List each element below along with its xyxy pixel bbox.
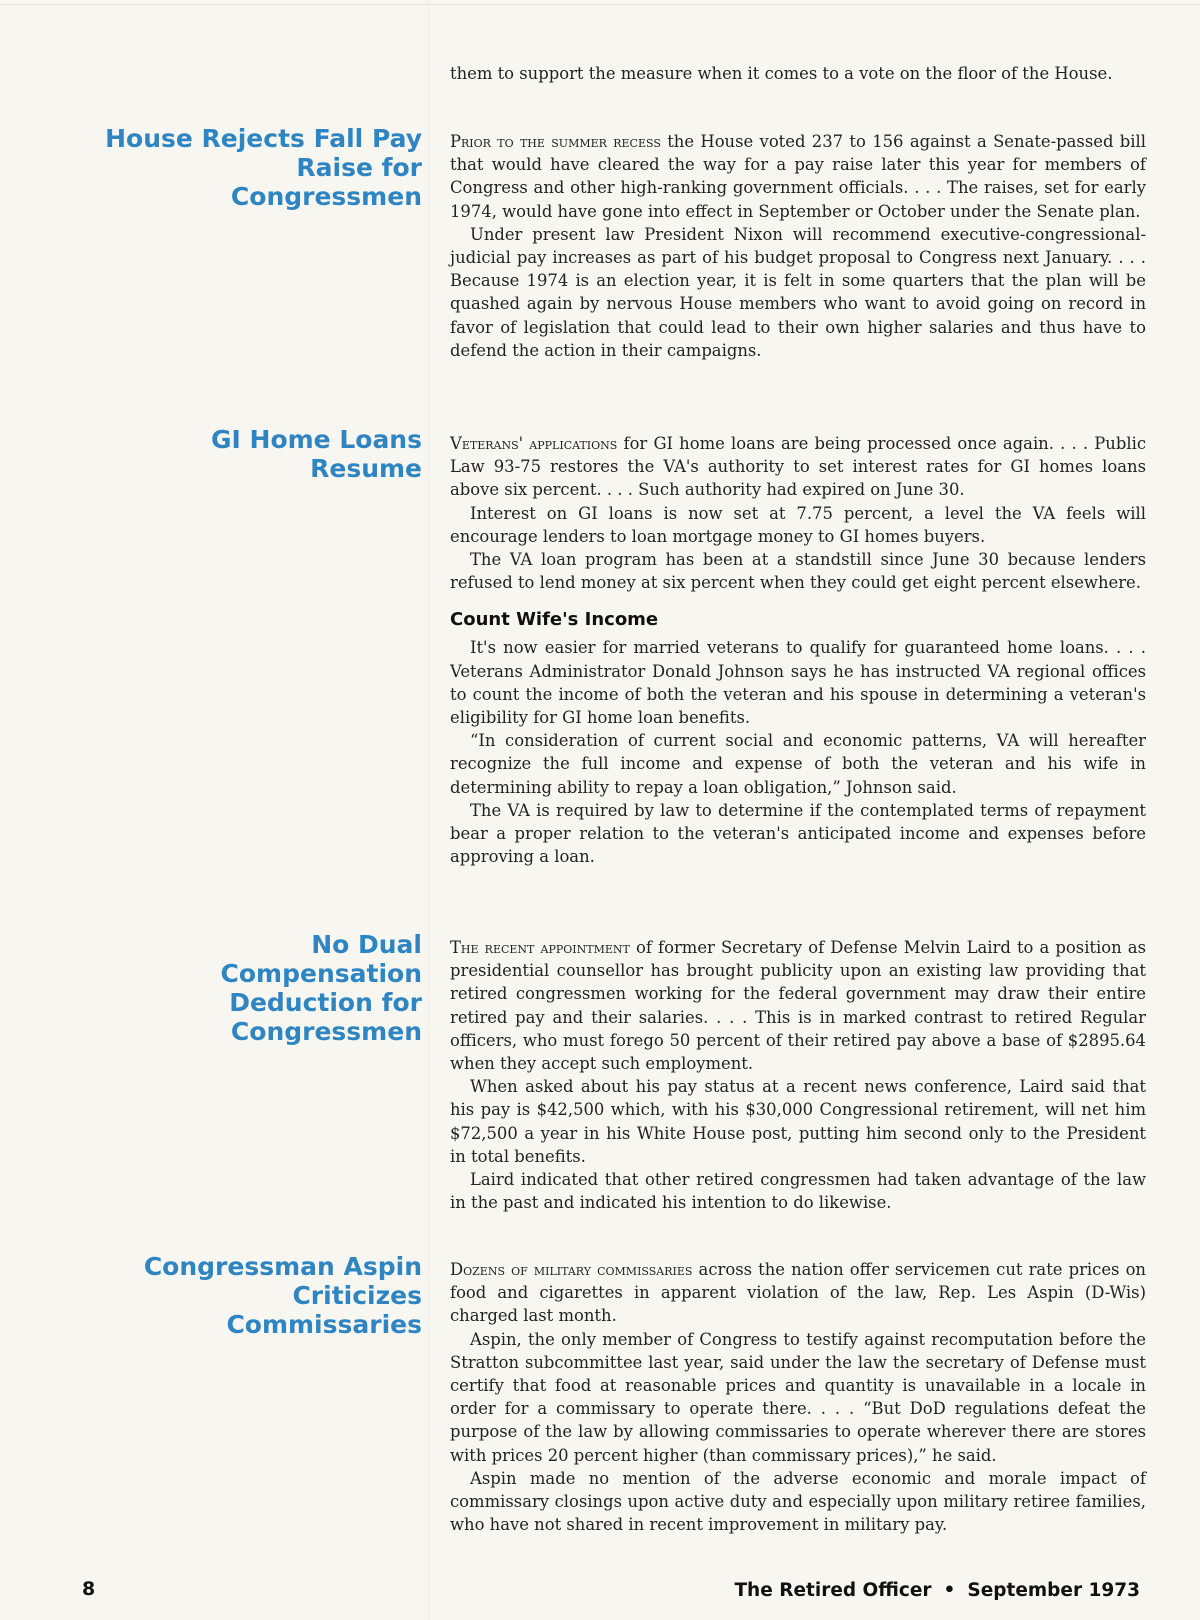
article-aspin — [450, 1258, 1146, 1536]
article-paragraph: Laird indicated that other retired congressmen had taken advantage of the law in the past and indicated his intention to do likewise. — [450, 1170, 1146, 1213]
paragraph-text: for GI home loans are being processed once again. . . . Public Law 93-75 restores the VA's authority to set interest rates for GI homes loans above six percent. . . . Such authority had expired on June 30. — [450, 434, 1147, 500]
lead-in: Veterans' applications — [450, 434, 618, 453]
headline-dual-compensation — [102, 930, 422, 1046]
headline-line: Raise for Congressmen — [230, 153, 422, 211]
headline-aspin — [102, 1252, 422, 1339]
lead-in: Prior to the summer recess — [450, 132, 661, 151]
article-paragraph: Under present law President Nixon will recommend executive-congressional-judicial pay increases as part of his budget proposal to Congress next January. . . . Because 1974 is an election year, it is felt in some quarters that the plan will be quashed again by nervous House members who want to avoid going on record in favor of legislation that could lead to their own higher salaries and thus have to defend the action in their campaigns. — [450, 224, 1146, 360]
column-gutter — [428, 0, 429, 1620]
bullet-separator: • — [943, 1580, 956, 1601]
page-number: 8 — [82, 1578, 96, 1600]
publication-name: The Retired Officer — [734, 1580, 932, 1601]
article-paragraph: Aspin made no mention of the adverse economic and morale impact of commissary closings upon active duty and especially upon military retiree families, who have not shared in recent improvement in military pay. — [450, 1468, 1146, 1535]
article-paragraph: When asked about his pay status at a recent news conference, Laird said that his pay is $42,500 which, with his $30,000 Congressional retirement, will net him $72,500 a year in his White House post, putting him second only to the President in total benefits. — [450, 1077, 1146, 1166]
continued-paragraph: them to support the measure when it comes to a vote on the floor of the House. — [450, 64, 1113, 83]
lead-in: The recent appointment — [450, 938, 630, 957]
article-gi-loans — [450, 432, 1146, 868]
paragraph-text: of former Secretary of Defense Melvin Laird to a position as presidential counsellor has brought publicity upon an existing law providing that retired congressmen working for the federal government may draw their entire retired pay and their salaries. . . . This is in marked contrast to retired Regular officers, who must forego 50 percent of their retired pay above a base of $2895.64 when they accept such employment. — [450, 938, 1146, 1074]
headline-line: No Dual Compensation — [220, 930, 422, 988]
footer-credit — [734, 1580, 1140, 1601]
headline-line: Congressmen — [230, 1017, 422, 1046]
article-paragraph: The VA is required by law to determine if the contemplated terms of repayment bear a proper relation to the veteran's anticipated income and expenses before approving a loan. — [450, 800, 1146, 867]
article-paragraph: It's now easier for married veterans to qualify for guaranteed home loans. . . . Veterans Administrator Donald Johnson says he has instructed VA regional offices to count the income of both the veteran and his spouse in determining a veteran's eligibility for GI home loan benefits. — [450, 638, 1146, 728]
continued-article — [450, 62, 1146, 85]
top-edge-rule — [0, 4, 1200, 5]
article-paragraph: Aspin, the only member of Congress to testify against recomputation before the Stratton subcommittee last year, said under the law the secretary of Defense must certify that food at reasonable prices and quantity is unavailable in a locale in order for a commissary to operate there. . . . “But DoD regulations defeat the purpose of the law by allowing commissaries to operate wherever there are stores with prices 20 percent higher (than commissary prices),” he said. — [450, 1329, 1146, 1465]
paragraph-text: the House voted 237 to 156 against a Senate-passed bill that would have cleared the way for a pay raise later this year for members of Congress and other high-ranking government officials. . . . The raises, set for early 1974, would have gone into effect in September or October under the Senate plan. — [450, 132, 1146, 221]
headline-line: House Rejects Fall Pay — [105, 124, 422, 153]
article-paragraph — [450, 1258, 1146, 1328]
article-paragraph — [450, 432, 1146, 502]
article-pay-raise — [450, 130, 1146, 362]
headline-line: Deduction for — [229, 988, 422, 1017]
article-paragraph: Interest on GI loans is now set at 7.75 percent, a level the VA feels will encourage lenders to loan mortgage money to GI homes buyers. — [450, 503, 1146, 546]
article-paragraph: The VA loan program has been at a standstill since June 30 because lenders refused to lend money at six percent when they could get eight percent elsewhere. — [450, 550, 1146, 593]
paragraph-text: across the nation offer servicemen cut rate prices on food and cigarettes in apparent violation of the law, Rep. Les Aspin (D-Wis) charged last month. — [450, 1260, 1146, 1326]
headline-line: Congressman Aspin — [143, 1252, 422, 1281]
article-dual-compensation — [450, 936, 1146, 1214]
issue-date: September 1973 — [967, 1580, 1140, 1601]
headline-line: GI Home Loans Resume — [211, 425, 422, 483]
headline-line: Criticizes Commissaries — [226, 1281, 422, 1339]
lead-in: Dozens of military commissaries — [450, 1260, 693, 1279]
subheading: Count Wife's Income — [450, 609, 659, 631]
article-paragraph: “In consideration of current social and economic patterns, VA will hereafter recognize the full income and expense of both the veteran and his wife in determining ability to repay a loan obligation,” Johnson said. — [450, 731, 1146, 797]
headline-pay-raise — [102, 124, 422, 211]
article-paragraph — [450, 936, 1146, 1075]
headline-gi-loans — [102, 425, 422, 483]
article-paragraph — [450, 130, 1146, 223]
